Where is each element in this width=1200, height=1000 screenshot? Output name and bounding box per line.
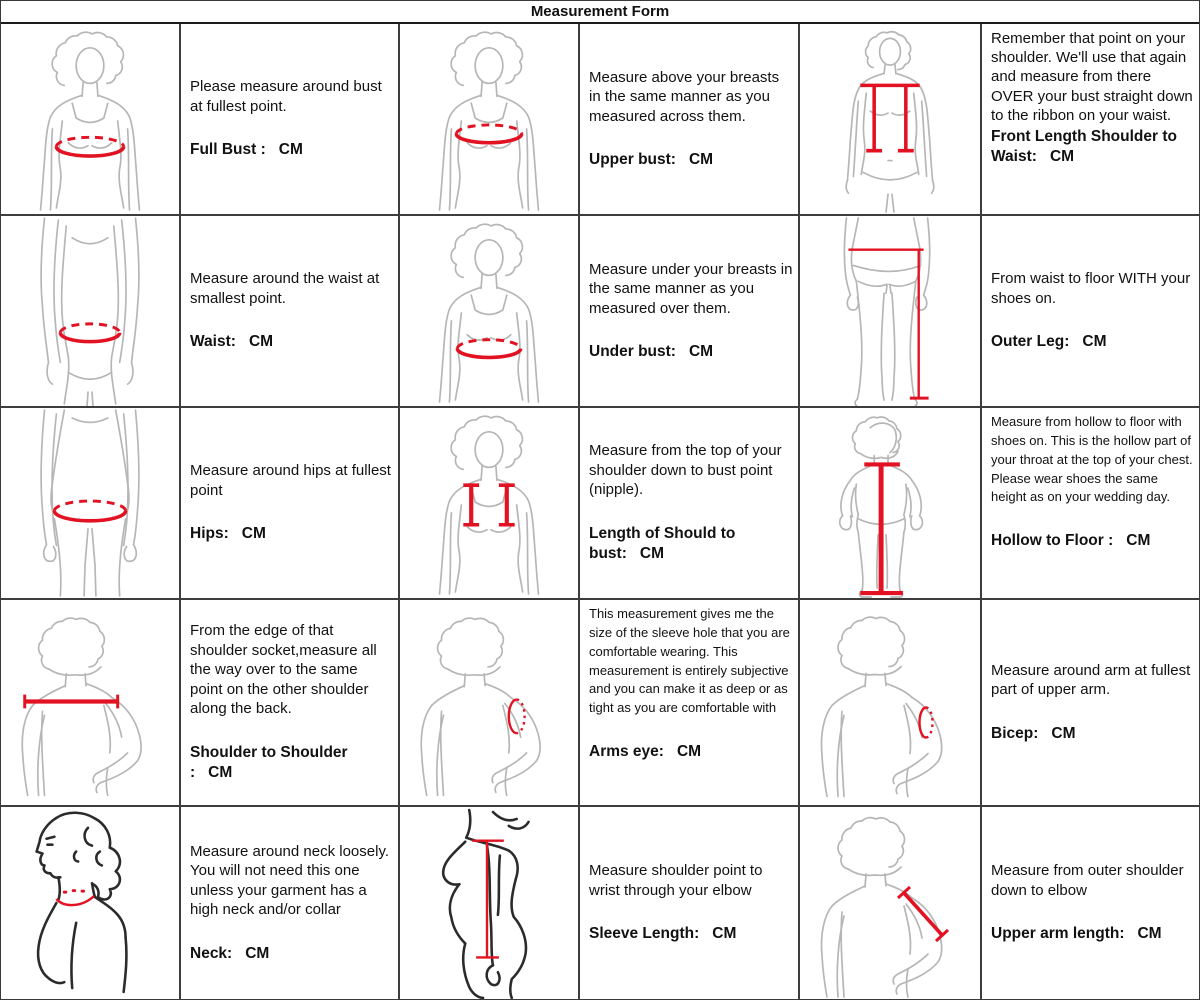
upper-bust-text-cell: [580, 24, 800, 216]
unit-label: CM: [688, 151, 714, 169]
measure-label: Bicep: CM: [991, 724, 1076, 742]
unit-label: CM: [1082, 333, 1107, 351]
front-length-text-cell: [982, 24, 1199, 216]
hollow-to-floor-figure-cell: [800, 408, 982, 600]
measure-instruction: This measurement gives me the size of the sleeve hole that you are comfortable wearing. This measurement is entirely subjective and you can make it as deep or as tight as you are comfortable with: [589, 606, 790, 716]
hollow-to-floor-figure: [800, 408, 980, 598]
upper-bust-figure: [400, 24, 578, 214]
shoulder-to-bust-figure: [400, 408, 578, 598]
measure-label: Outer Leg: CM: [991, 333, 1107, 351]
under-bust-figure: [400, 216, 578, 406]
arms-eye-text-cell: [580, 600, 800, 807]
measure-instruction: Please measure around bust at fullest point.: [190, 78, 382, 115]
waist-figure-cell: [1, 216, 181, 408]
hips-figure-cell: [1, 408, 181, 600]
measure-instruction: Measure from outer shoulder down to elbow: [991, 862, 1184, 899]
hips-text-cell: [181, 408, 400, 600]
unit-label: CM: [1126, 532, 1151, 550]
measure-label: Upper arm length: CM: [991, 925, 1162, 943]
unit-label: CM: [688, 343, 714, 361]
upper-bust-figure-cell: [400, 24, 580, 216]
unit-label: CM: [278, 141, 303, 159]
measure-label: Neck: CM: [190, 944, 270, 962]
measure-instruction: Measure around arm at fullest part of upper arm.: [991, 661, 1191, 699]
measure-instruction: Measure shoulder point to wrist through your elbow: [589, 862, 763, 899]
measure-label: Upper bust: CM: [589, 151, 714, 169]
measure-instruction: From the edge of that shoulder socket,measure all the way over to the same point on the other shoulder along the back.: [190, 622, 377, 718]
measure-label: Sleeve Length: CM: [589, 925, 737, 943]
outer-leg-figure: [800, 216, 980, 406]
outer-leg-text-cell: [982, 216, 1199, 408]
neck-figure-cell: [1, 807, 181, 999]
unit-label: CM: [245, 944, 270, 962]
measure-label: Front Length Shoulder to Waist: CM: [991, 127, 1177, 166]
measure-instruction: Measure around neck loosely. You will not need this one unless your garment has a high neck and/or collar: [190, 842, 389, 919]
bicep-text-cell: [982, 600, 1199, 807]
hollow-to-floor-text-cell: [982, 408, 1199, 600]
unit-label: CM: [676, 743, 702, 761]
upper-arm-length-figure: [800, 807, 980, 999]
measure-instruction: From waist to floor WITH your shoes on.: [991, 270, 1191, 307]
unit-label: CM: [208, 764, 233, 782]
under-bust-figure-cell: [400, 216, 580, 408]
shoulder-to-bust-text-cell: [580, 408, 800, 600]
shoulder-to-shoulder-figure: [1, 600, 179, 805]
measure-label: Shoulder to Shoulder : CM: [190, 743, 348, 782]
shoulder-to-shoulder-text-cell: [181, 600, 400, 807]
sleeve-length-figure: [400, 807, 578, 999]
measure-instruction: Measure around hips at fullest point: [190, 462, 391, 499]
front-length-figure: [800, 24, 980, 214]
unit-label: CM: [712, 925, 737, 943]
sleeve-length-text-cell: [580, 807, 800, 999]
neck-text-cell: [181, 807, 400, 999]
upper-arm-length-text-cell: [982, 807, 1199, 999]
shoulder-to-bust-figure-cell: [400, 408, 580, 600]
measure-label: Full Bust : CM: [190, 141, 303, 159]
unit-label: CM: [639, 545, 664, 563]
measure-instruction: Measure above your breasts in the same manner as you measured across them.: [589, 68, 780, 125]
full-bust-text-cell: [181, 24, 400, 216]
unit-label: CM: [1051, 724, 1076, 742]
neck-figure: [1, 807, 179, 999]
under-bust-text-cell: [580, 216, 800, 408]
upper-arm-length-figure-cell: [800, 807, 982, 999]
sleeve-length-figure-cell: [400, 807, 580, 999]
front-length-figure-cell: [800, 24, 982, 216]
arms-eye-figure: [400, 600, 578, 805]
hips-figure: [1, 408, 179, 598]
measure-label: Hips: CM: [190, 525, 266, 543]
unit-label: CM: [1049, 148, 1075, 166]
arms-eye-figure-cell: [400, 600, 580, 807]
full-bust-figure-cell: [1, 24, 181, 216]
measure-instruction: Remember that point on your shoulder. We'll use that again and measure from there OVER your bust straight down to the ribbon on your waist.: [991, 30, 1193, 124]
waist-figure: [1, 216, 179, 406]
measure-instruction: Measure around the waist at smallest point.: [190, 270, 380, 307]
bicep-figure: [800, 600, 980, 805]
measure-label: Waist: CM: [190, 333, 274, 351]
measure-instruction: Measure from the top of your shoulder down to bust point (nipple).: [589, 442, 782, 499]
measure-label: Arms eye: CM: [589, 743, 702, 761]
bicep-figure-cell: [800, 600, 982, 807]
unit-label: CM: [248, 333, 274, 351]
measure-label: Length of Should to bust: CM: [589, 524, 736, 563]
unit-label: CM: [1137, 925, 1162, 943]
outer-leg-figure-cell: [800, 216, 982, 408]
full-bust-figure: [1, 24, 179, 214]
measure-instruction: Measure under your breasts in the same manner as you measured over them.: [589, 260, 793, 317]
shoulder-to-shoulder-figure-cell: [1, 600, 181, 807]
page-title: Measurement Form: [1, 1, 1199, 24]
measure-label: Under bust: CM: [589, 343, 714, 361]
measure-instruction: Measure from hollow to floor with shoes on. This is the hollow part of your throat at the top of your chest. Please wear shoes the same height as on your wedding day.: [991, 414, 1193, 505]
measure-label: Hollow to Floor : CM: [991, 532, 1151, 550]
waist-text-cell: [181, 216, 400, 408]
unit-label: CM: [241, 525, 266, 543]
